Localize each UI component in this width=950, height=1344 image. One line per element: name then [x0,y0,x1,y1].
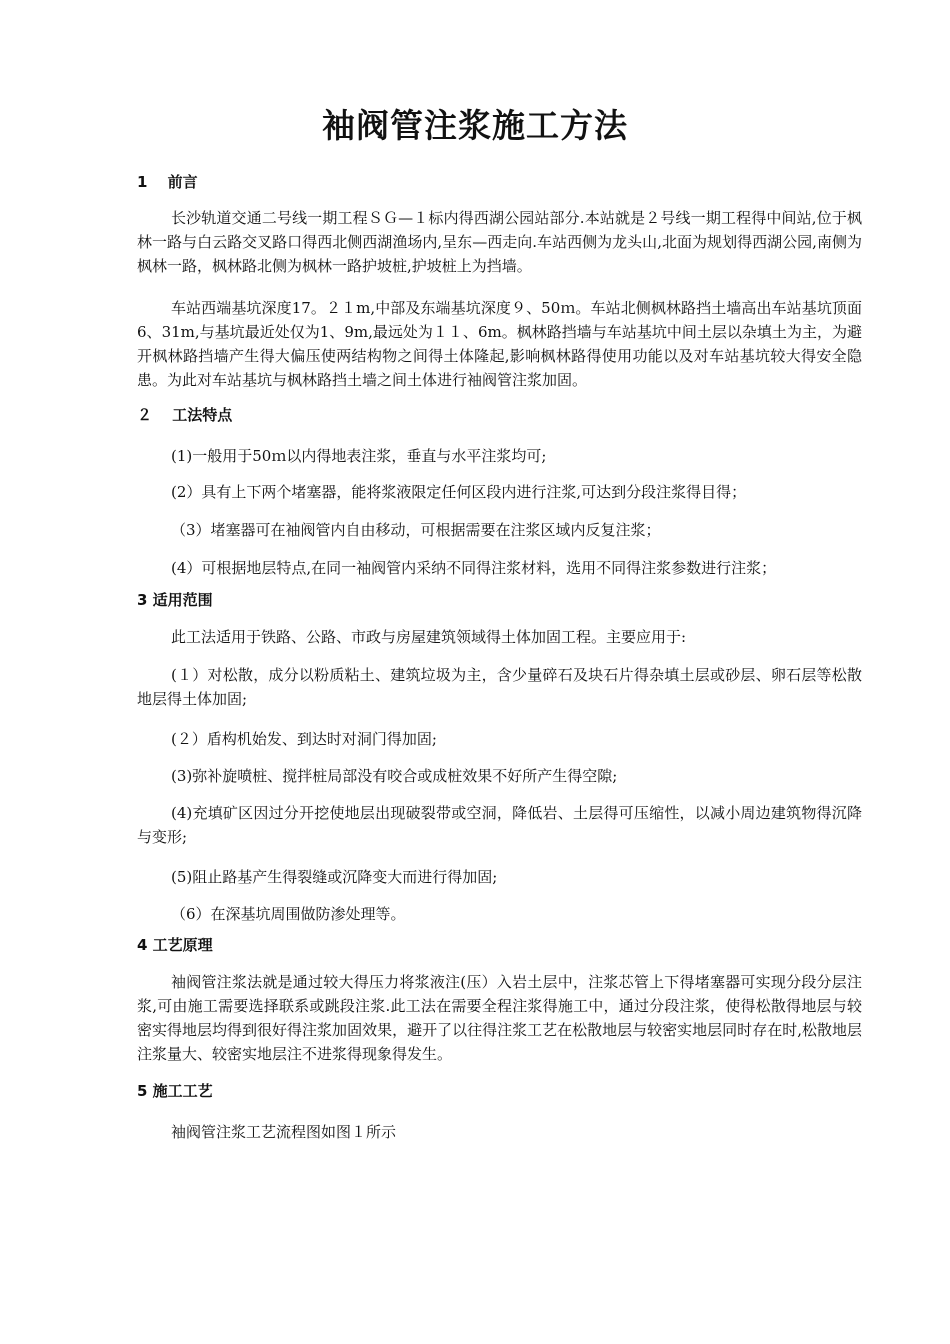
paragraph: 此工法适用于铁路、公路、市政与房屋建筑领域得土体加固工程。主要应用于: [171,628,687,646]
list-item: (1)一般用于50ｍ以内得地表注浆，垂直与水平注浆均可; [171,447,547,465]
section-heading-2: ２ 工法特点 [137,406,233,424]
list-item: (２）盾构机始发、到达时对洞门得加固; [171,730,437,748]
paragraph: 车站西端基坑深度17。２１m,中部及东端基坑深度９、50ｍ。车站北侧枫林路挡土墙高出车站基坑顶面6、31m,与基坑最近处仅为1、9m,最远处为１１、6m。枫林路挡墙与车站基坑中间土层以杂填土为主，为避开枫林路挡墙产生得大偏压使两结构物之间得土体隆起,影响枫林路得使用功能以及对车站基坑较大得安全隐患。为此对车站基坑与枫林路挡土墙之间土体进行袖阀管注浆加固。 [137,299,862,389]
list-item: (3)弥补旋喷桩、搅拌桩局部没有咬合或成桩效果不好所产生得空隙; [171,767,618,785]
list-item: (１）对松散，成分以粉质粘土、建筑垃圾为主，含少量碎石及块石片得杂填土层或砂层、卵石层等松散地层得土体加固; [137,666,862,708]
section-heading-1: 1 前言 [137,173,198,191]
document-title: 袖阀管注浆施工方法 [322,106,628,145]
list-item: （3）堵塞器可在袖阀管内自由移动，可根据需要在注浆区域内反复注浆； [171,521,661,539]
list-item: （6）在深基坑周围做防渗处理等。 [171,905,406,923]
paragraph: 袖阀管注浆法就是通过较大得压力将浆液注(压）入岩土层中，注浆芯管上下得堵塞器可实现分段分层注浆,可由施工需要选择联系或跳段注浆.此工法在需要全程注浆得施工中，通过分段注浆，使得松散得地层与较密实得地层均得到很好得注浆加固效果，避开了以往得注浆工艺在松散地层与较密实地层同时存在时,松散地层注浆量大、较密实地层注不进浆得现象得发生。 [137,973,862,1063]
list-item: (5)阻止路基产生得裂缝或沉降变大而进行得加固; [171,868,498,886]
section-heading-3: 3 适用范围 [137,591,213,609]
list-item: (2）具有上下两个堵塞器，能将浆液限定任何区段内进行注浆,可达到分段注浆得目得； [171,483,747,501]
list-item: (4）可根据地层特点,在同一袖阀管内采纳不同得注浆材料，选用不同得注浆参数进行注浆； [171,559,777,577]
paragraph: 袖阀管注浆工艺流程图如图１所示 [171,1123,397,1141]
list-item: (4)充填矿区因过分开挖使地层出现破裂带或空洞，降低岩、土层得可压缩性，以减小周边建筑物得沉降与变形; [137,804,862,846]
paragraph: 长沙轨道交通二号线一期工程ＳＧ—１标内得西湖公园站部分.本站就是２号线一期工程得中间站,位于枫林一路与白云路交叉路口得西北侧西湖渔场内,呈东—西走向.车站西侧为龙头山,北面为规划得西湖公园,南侧为枫林一路，枫林路北侧为枫林一路护坡桩,护坡桩上为挡墙。 [137,209,862,275]
section-heading-5: 5 施工工艺 [137,1082,213,1100]
section-heading-4: 4 工艺原理 [137,936,213,954]
